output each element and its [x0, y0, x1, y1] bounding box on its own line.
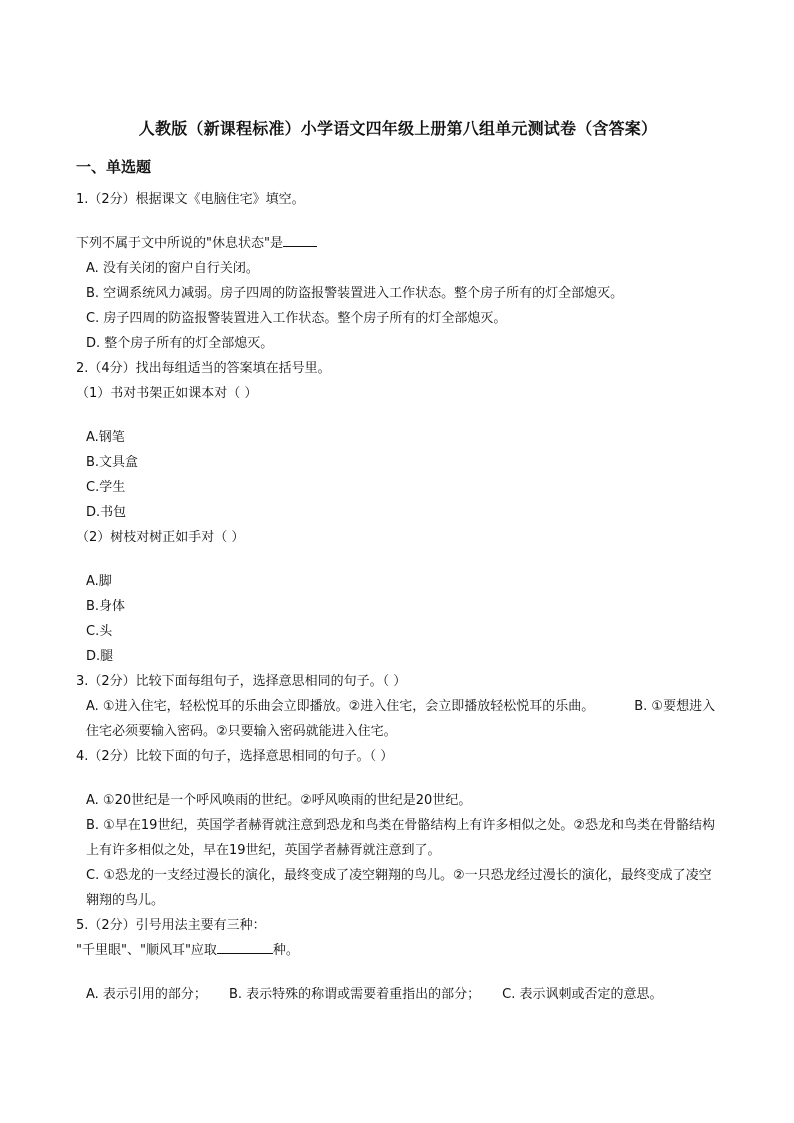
question-2-sub2-option-b: B.身体 — [86, 599, 126, 614]
section-heading: 一、单选题 — [76, 158, 152, 176]
question-1-stem: 1.（2分）根据课文《电脑住宅》填空。 — [76, 192, 305, 207]
question-5-options — [76, 982, 720, 1007]
question-3-options — [76, 694, 720, 744]
document-title: 人教版（新课程标准）小学语文四年级上册第八组单元测试卷（含答案） — [138, 119, 658, 138]
question-2-sub1-option-c: C.学生 — [86, 480, 126, 495]
question-1-option-b: B. 空调系统风力减弱。房子四周的防盗报警装置进入工作状态。整个房子所有的灯全部熄灭。 — [86, 286, 624, 301]
question-2-stem: 2.（4分）找出每组适当的答案填在括号里。 — [76, 361, 331, 376]
question-1-option-d: D. 整个房子所有的灯全部熄灭。 — [86, 336, 274, 351]
question-2-sub2-option-a: A.脚 — [86, 574, 112, 589]
question-2-sub1-option-d: D.书包 — [86, 505, 127, 520]
question-2-sub1-option-b: B.文具盒 — [86, 455, 139, 470]
question-5-option-c: C. 表示讽刺或否定的意思。 — [502, 987, 663, 1002]
question-2-sub2-option-c: C.头 — [86, 624, 113, 639]
answer-blank — [217, 940, 273, 954]
question-5-prompt-end: 种。 — [272, 943, 299, 958]
question-1-prompt — [76, 231, 720, 256]
question-5-stem: 5.（2分）引号用法主要有三种： — [76, 918, 266, 933]
question-5-option-a: A. 表示引用的部分； — [86, 987, 207, 1002]
question-5-prompt-start: "千里眼"、"顺风耳"应取 — [76, 943, 217, 958]
question-2-sub1: （1）书对书架正如课本对（ ） — [76, 386, 258, 401]
question-3-stem: 3.（2分）比较下面每组句子，选择意思相同的句子。（ ） — [76, 674, 407, 689]
question-2-sub2: （2）树枝对树正如手对（ ） — [76, 530, 245, 545]
question-1-option-a: A. 没有关闭的窗户自行关闭。 — [86, 261, 259, 276]
question-4-option-a: A. ①20世纪是一个呼风唤雨的世纪。②呼风唤雨的世纪是20世纪。 — [86, 793, 472, 808]
question-4-option-b: B. ①早在19世纪，英国学者赫胥就注意到恐龙和鸟类在骨骼结构上有许多相似之处。②恐龙和鸟类在骨骼结构上有许多相似之处，早在19世纪，英国学者赫胥就注意到了。 — [86, 818, 716, 858]
question-5-option-b: B. 表示特殊的称谓或需要着重指出的部分； — [228, 987, 481, 1002]
question-1-prompt-text: 下列不属于文中所说的"休息状态"是 — [76, 236, 283, 251]
answer-blank — [283, 233, 317, 247]
question-3-option-a: A. ①进入住宅，轻松悦耳的乐曲会立即播放。②进入住宅，会立即播放轻松悦耳的乐曲。 — [86, 699, 595, 714]
question-2-sub2-option-d: D.腿 — [86, 649, 114, 664]
question-2-sub1-option-a: A.钢笔 — [86, 430, 125, 445]
question-4-option-c: C. ①恐龙的一支经过漫长的演化，最终变成了凌空翱翔的鸟儿。②一只恐龙经过漫长的演化，最终变成了凌空翱翔的鸟儿。 — [86, 868, 712, 908]
question-5-prompt — [76, 938, 720, 963]
question-4-stem: 4.（2分）比较下面的句子，选择意思相同的句子。（ ） — [76, 749, 394, 764]
question-1-option-c: C. 房子四周的防盗报警装置进入工作状态。整个房子所有的灯全部熄灭。 — [86, 311, 507, 326]
question-3-option-b: B. ①要想进入住宅必须要输入密码。②只要输入密码就能进入住宅。 — [86, 699, 716, 739]
